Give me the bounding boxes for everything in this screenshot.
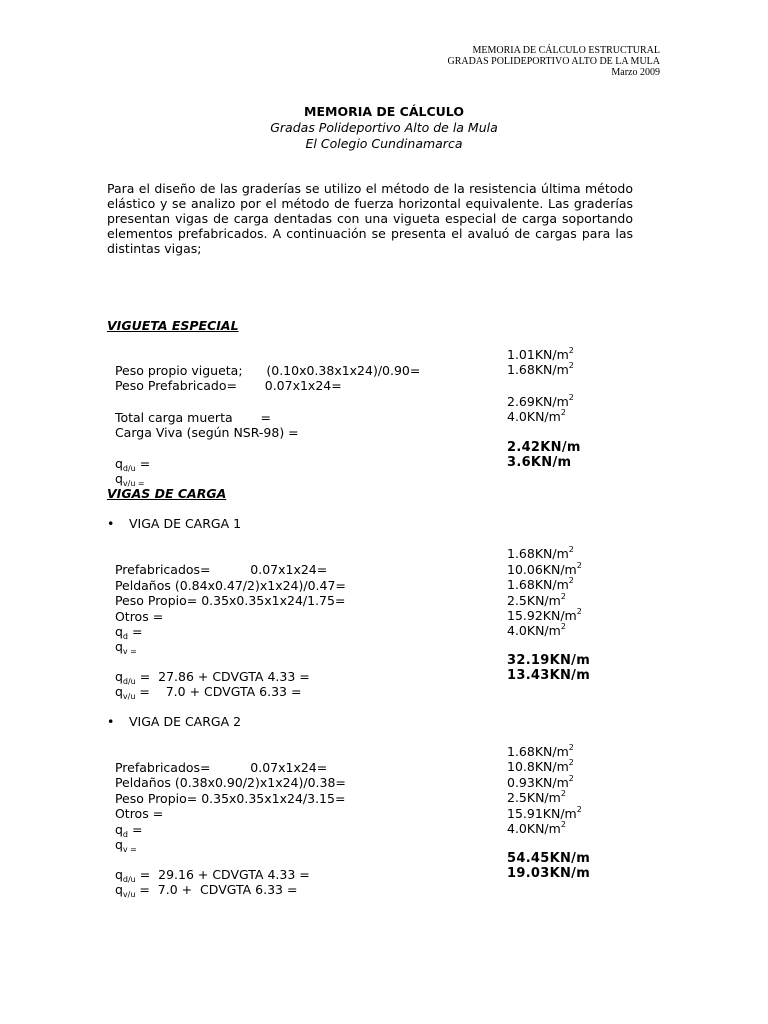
load-value: $15.92KN/m^2$	[507, 607, 582, 623]
load-label: Otros =	[114, 806, 164, 821]
load-value: $15.91KN/m^2$	[507, 805, 582, 821]
load-value: $2.5KN/m^2$	[507, 789, 566, 805]
load-label: Carga Viva (según NSR-98) =	[114, 425, 299, 440]
load-label: Peso propio vigueta; (0.10x0.38x1x24)/0.90=	[114, 363, 421, 378]
bullet-icon: •	[107, 714, 115, 729]
load-label: Peldaños (0.84x0.47/2)x1x24)/0.47=	[114, 578, 346, 593]
factored-load-row	[107, 455, 667, 488]
intro-paragraph	[107, 181, 633, 256]
header-line-1: MEMORIA DE CÁLCULO ESTRUCTURAL	[472, 45, 660, 56]
load-label: $q_{d/u}$ =	[114, 456, 151, 473]
load-value: 3.6KN/m	[507, 455, 572, 470]
load-label: $q_{v/u} = 7.0$ + CDVGTA 6.33 =	[114, 882, 298, 899]
load-label: Otros =	[114, 609, 164, 624]
load-value: $2.69KN/m^2$	[507, 393, 574, 409]
load-label: Peso Prefabricado= 0.07x1x24=	[114, 378, 342, 393]
load-label: Total carga muerta =	[114, 410, 271, 425]
load-value: $4.0KN/m^2$	[507, 408, 566, 424]
load-label: $q_{v =}$	[114, 639, 137, 656]
load-row	[107, 820, 667, 854]
intro-line: distintas vigas;	[107, 241, 202, 256]
load-value: 32.19KN/m	[507, 653, 591, 668]
viga-1-title: • VIGA DE CARGA 1	[107, 516, 242, 531]
section-heading-vigas: VIGAS DE CARGA	[107, 486, 227, 501]
load-value: 2.42KN/m	[507, 440, 581, 455]
load-label: $q_d$ =	[114, 822, 143, 839]
load-label: Peldaños (0.38x0.90/2)x1x24)/0.38=	[114, 775, 346, 790]
document-header	[448, 45, 660, 78]
load-value: $1.68KN/m^2$	[507, 361, 574, 377]
load-label: $q_{v/u}$ = 7.0 + CDVGTA 6.33 =	[114, 684, 302, 701]
load-label: Peso Propio= 0.35x0.35x1x24/3.15=	[114, 791, 346, 806]
load-value: $10.06KN/m^2$	[507, 561, 582, 577]
intro-line: elementos prefabricados. A continuación se presenta el avaluó de cargas para las	[107, 226, 633, 241]
load-value: $1.68KN/m^2$	[507, 545, 574, 561]
viga-2-title: • VIGA DE CARGA 2	[107, 714, 242, 729]
load-label: $q_d$ =	[114, 624, 143, 641]
load-label: Prefabricados= 0.07x1x24=	[114, 760, 328, 775]
header-line-3: Marzo 2009	[611, 67, 660, 78]
intro-line: elástico y se analizo por el método de fuerza horizontal equivalente. Las graderías	[107, 196, 633, 211]
load-row	[107, 622, 667, 656]
factored-load-row	[107, 866, 667, 899]
document-subtitle-client: El Colegio Cundinamarca	[305, 136, 463, 151]
load-value: $2.5KN/m^2$	[507, 592, 566, 608]
intro-line: presentan vigas de carga dentadas con una vigueta especial de carga soportando	[107, 211, 633, 226]
load-row	[107, 361, 667, 393]
load-label: $q_{v/u =}$	[114, 471, 145, 488]
load-value: 19.03KN/m	[507, 866, 591, 881]
factored-load-row	[107, 668, 667, 701]
load-row	[107, 408, 667, 440]
load-label: Prefabricados= 0.07x1x24=	[114, 562, 328, 577]
load-label: $q_{v =}$	[114, 837, 137, 854]
load-value: $1.01KN/m^2$	[507, 346, 574, 362]
load-value: $1.68KN/m^2$	[507, 743, 574, 759]
document-title: MEMORIA DE CÁLCULO	[304, 104, 464, 119]
bullet-icon: •	[107, 516, 115, 531]
load-value: 54.45KN/m	[507, 851, 591, 866]
load-value: 13.43KN/m	[507, 668, 591, 683]
section-heading-vigueta: VIGUETA ESPECIAL	[107, 318, 239, 333]
load-label: $q_{d/u} = 27.86$ + CDVGTA 4.33 =	[114, 669, 310, 686]
intro-line: Para el diseño de las graderías se utilizo el método de la resistencia última método	[107, 181, 633, 196]
load-value: $1.68KN/m^2$	[507, 576, 574, 592]
document-subtitle-project: Gradas Polideportivo Alto de la Mula	[270, 120, 498, 135]
load-label: $q_{d/u} = 29.16$ + CDVGTA 4.33 =	[114, 867, 310, 884]
load-value: $4.0KN/m^2$	[507, 820, 566, 836]
load-value: $10.8KN/m^2$	[507, 758, 574, 774]
header-line-2: GRADAS POLIDEPORTIVO ALTO DE LA MULA	[447, 56, 660, 67]
document-title-block	[0, 104, 768, 152]
load-value: $0.93KN/m^2$	[507, 774, 574, 790]
load-value: $4.0KN/m^2$	[507, 622, 566, 638]
load-label: Peso Propio= 0.35x0.35x1x24/1.75=	[114, 593, 346, 608]
